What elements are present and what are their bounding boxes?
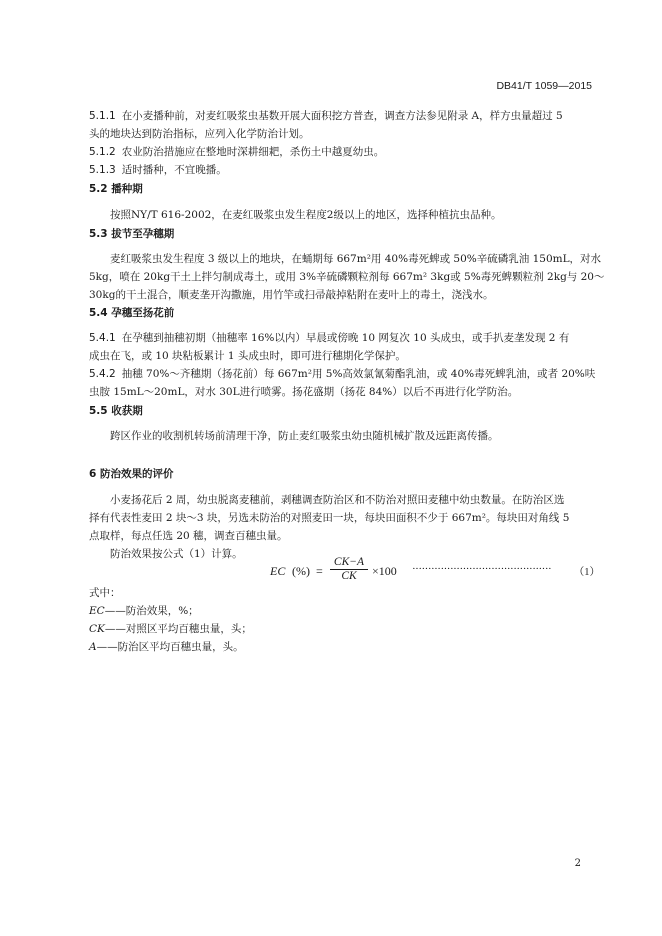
- definition-symbol: CK: [89, 623, 105, 635]
- formula-numerator: CK−A: [333, 556, 365, 568]
- clause-5-1-3: [89, 162, 227, 177]
- clause-5-4-2-line1: [89, 366, 595, 381]
- section-5-3-line3: 30kg的干土混合，顺麦垄开沟撒施，用竹竿或扫帚敲掉粘附在麦叶上的毒土，浇浅水。: [89, 289, 494, 301]
- clause-5-4-1-line2: 成虫在飞，或 10 块粘板累计 1 头成虫时，即可进行穗期化学保护。: [89, 350, 406, 362]
- formula-1: [270, 556, 600, 584]
- definition-ec: [89, 603, 199, 618]
- formula-intro: 防治效果按公式（1）计算。: [110, 548, 243, 560]
- definition-text: ——防治效果，%；: [104, 605, 199, 617]
- formula-times: ×100: [372, 564, 397, 578]
- document-code: DB41/T 1059—2015: [496, 80, 592, 92]
- definition-a: [89, 639, 244, 654]
- clause-5-1-1-line2: 头的地块达到防治指标，应列入化学防治计划。: [89, 128, 310, 140]
- definition-symbol: EC: [89, 605, 105, 617]
- definition-ck: [89, 621, 252, 636]
- clause-number: 5.1.2: [89, 146, 116, 158]
- clause-number: 5.1.1: [89, 110, 116, 122]
- clause-number: 5.4.1: [89, 332, 116, 344]
- section-heading-6: 6 防治效果的评价: [89, 468, 174, 480]
- clause-5-1-1-line1: [89, 108, 563, 123]
- clause-number: 5.1.3: [89, 164, 116, 176]
- section-heading-5-2: 5.2 播种期: [89, 183, 143, 195]
- clause-text: 适时播种，不宜晚播。: [121, 164, 227, 176]
- formula-number: （1）: [573, 567, 600, 578]
- definition-text: ——对照区平均百穗虫量，头；: [104, 623, 252, 635]
- page-number: 2: [574, 858, 581, 869]
- section-6-line2: 择有代表性麦田 2 块～3 块，另选未防治的对照麦田一块，每块田面积不少于 667m²。每块田对角线 5: [89, 512, 570, 524]
- clause-number: 5.4.2: [89, 368, 116, 380]
- formula-denominator: CK: [341, 570, 357, 582]
- clause-text: 抽穗 70%～齐穗期（扬花前）每 667m²用 5%高效氯氰菊酯乳油，或 40%毒死蜱乳油，或者 20%呋: [121, 368, 596, 380]
- section-6-line3: 点取样，每点任选 20 穗，调查百穗虫量。: [89, 530, 288, 542]
- clause-text: 在小麦播种前，对麦红吸浆虫基数开展大面积挖方普查，调查方法参见附录 A，样方虫量超过 5: [121, 110, 563, 122]
- where-label: 式中：: [89, 587, 121, 599]
- section-heading-5-4: 5.4 孕穗至扬花前: [89, 307, 175, 319]
- definition-text: ——防治区平均百穗虫量，头。: [96, 641, 244, 653]
- clause-5-4-2-line2: 虫胺 15mL～20mL，对水 30L进行喷雾。扬花盛期（扬花 84%）以后不再进行化学防治。: [89, 386, 519, 398]
- clause-5-4-1-line1: [89, 330, 569, 345]
- clause-5-1-2: [89, 144, 384, 159]
- formula-dots: ············································: [412, 563, 552, 575]
- formula-fraction: [330, 556, 368, 583]
- section-heading-5-5: 5.5 收获期: [89, 405, 143, 417]
- section-5-5-text: 跨区作业的收割机转场前清理干净，防止麦红吸浆虫幼虫随机械扩散及远距离传播。: [110, 430, 499, 442]
- clause-text: 农业防治措施应在整地时深耕细耙，杀伤土中越夏幼虫。: [121, 146, 385, 158]
- section-5-2-text: 按照NY/T 616-2002，在麦红吸浆虫发生程度2级以上的地区，选择种植抗虫品种。: [110, 209, 502, 221]
- section-5-3-line2: 5kg，喷在 20kg干土上拌匀制成毒土，或用 3%辛硫磷颗粒剂每 667m² 3kg或 5%毒死蜱颗粒剂 2kg与 20～: [89, 271, 605, 283]
- clause-text: 在孕穗到抽穗初期（抽穗率 16%以内）早晨或傍晚 10 网复次 10 头成虫，或手扒麦垄发现 2 有: [121, 332, 570, 344]
- section-5-3-line1: 麦红吸浆虫发生程度 3 级以上的地块，在蛹期每 667m²用 40%毒死蜱或 50%辛硫磷乳油 150mL，对水: [110, 253, 602, 265]
- formula-equals: =: [316, 564, 323, 578]
- formula-lhs: EC: [270, 564, 286, 578]
- definition-symbol: A: [89, 641, 97, 653]
- formula-unit: (%): [292, 564, 310, 578]
- section-heading-5-3: 5.3 拔节至孕穗期: [89, 228, 175, 240]
- section-6-line1: 小麦扬花后 2 周，幼虫脱离麦穗前，剥穗调查防治区和不防治对照田麦穗中幼虫数量。在防治区选: [110, 494, 565, 506]
